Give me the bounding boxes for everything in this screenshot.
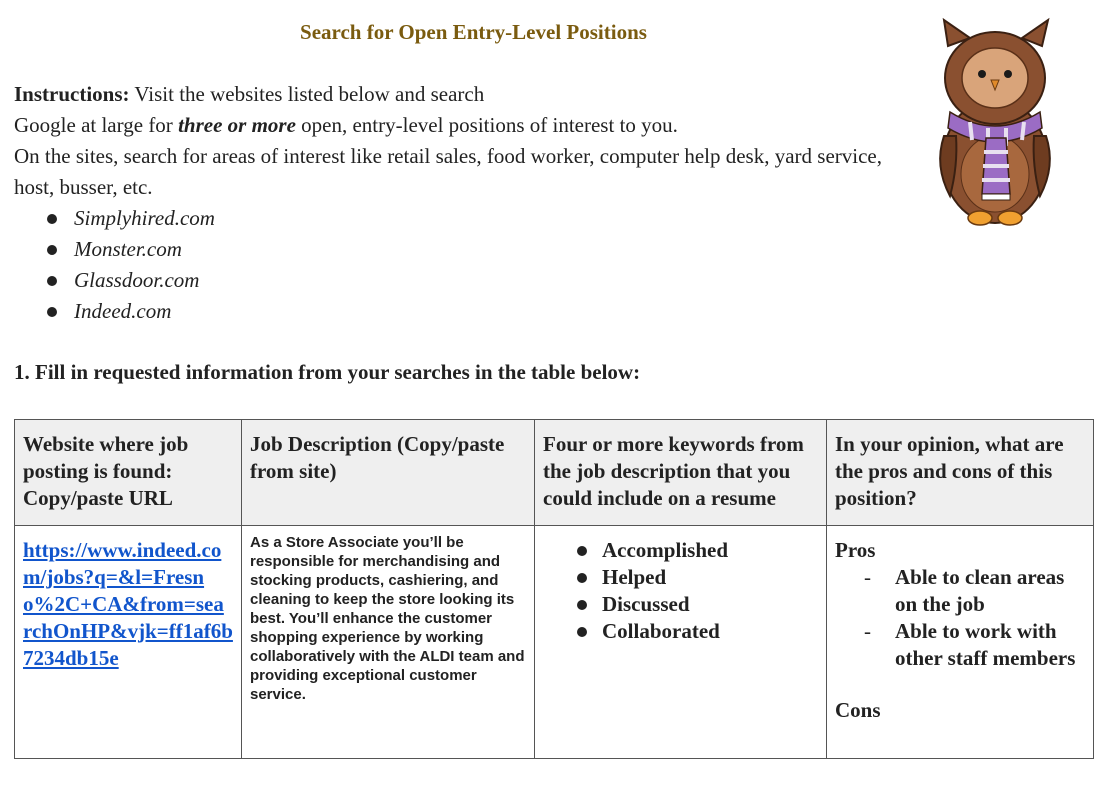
keywords-cell (535, 526, 827, 759)
description-cell (242, 526, 535, 759)
page-title: Search for Open Entry-Level Positions (300, 20, 647, 44)
site-list (14, 203, 914, 327)
pro-item: - Able to clean areas on the job (835, 564, 1085, 618)
url-cell (15, 526, 242, 759)
keyword-list (543, 537, 818, 645)
keyword-item: Helped (543, 564, 818, 591)
instructions (14, 79, 914, 327)
pros-cons-cell (827, 526, 1094, 759)
emphasis-text: three or more (178, 113, 296, 137)
job-url-link[interactable]: https://www.indeed.com/jobs?q=&l=Fresno%2C+CA&from=searchOnHP&vjk=ff1af6b7234db15e (23, 538, 233, 670)
job-search-table (14, 419, 1094, 759)
step-1-heading: 1. Fill in requested information from your searches in the table below: (14, 360, 641, 384)
table-row (15, 526, 1094, 759)
pros-label: Pros (835, 538, 876, 562)
site-item: Simplyhired.com (14, 203, 914, 234)
instructions-label: Instructions: (14, 82, 130, 106)
header-job-description: Job Description (Copy/paste from site) (242, 420, 535, 526)
site-item: Indeed.com (14, 296, 914, 327)
instructions-line3: On the sites, search for areas of interest like retail sales, food worker, computer help desk, yard service, host, busser, etc. (14, 144, 883, 199)
pros-list (835, 564, 1085, 672)
site-item: Monster.com (14, 234, 914, 265)
job-description-text: As a Store Associate you’ll be responsible for merchandising and stocking products, cashiering, and cleaning to keep the store looking its best. You’ll enhance the customer shopping experience by working collaboratively with the ALDI team and providing exceptional customer service. (250, 534, 525, 703)
table-header-row (15, 420, 1094, 526)
instructions-line1: Instructions: Visit the websites listed below and search (14, 82, 485, 106)
keyword-item: Collaborated (543, 618, 818, 645)
instructions-line2: Google at large for three or more open, entry-level positions of interest to you. (14, 113, 678, 137)
site-item: Glassdoor.com (14, 265, 914, 296)
owl-illustration (930, 16, 1060, 230)
header-pros-cons: In your opinion, what are the pros and cons of this position? (827, 420, 1094, 526)
keyword-item: Accomplished (543, 537, 818, 564)
keyword-item: Discussed (543, 591, 818, 618)
cons-label: Cons (835, 698, 881, 722)
header-keywords: Four or more keywords from the job description that you could include on a resume (535, 420, 827, 526)
header-website: Website where job posting is found: Copy/paste URL (15, 420, 242, 526)
pro-item: - Able to work with other staff members (835, 618, 1085, 672)
